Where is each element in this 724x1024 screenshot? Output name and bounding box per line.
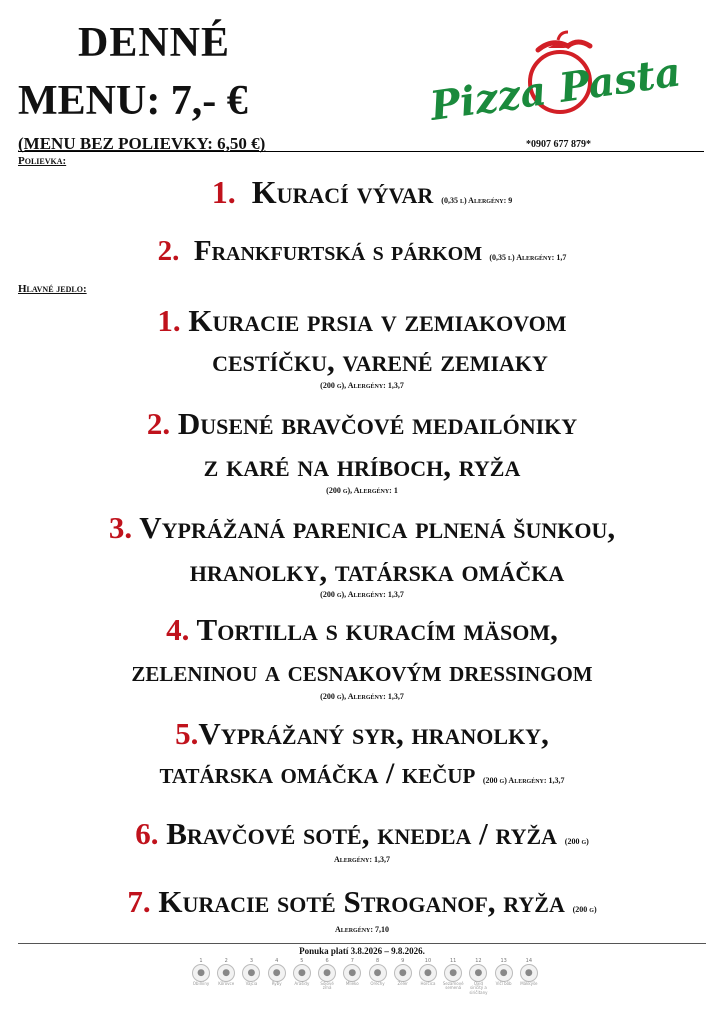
wheat-icon: ●: [192, 964, 210, 982]
offer-validity: Ponuka platí 3.8.2026 – 9.8.2026.: [299, 946, 425, 956]
allergen-caption: Alergény: 1,3,7: [333, 855, 391, 864]
allergen-item: [190, 958, 212, 998]
menu-price: MENU: 7,- €: [18, 78, 248, 124]
allergen-number: 5: [300, 958, 304, 964]
allergen-number: 8: [375, 958, 380, 964]
footer-divider: [18, 943, 706, 944]
allergen-caption: (200 g), Alergény: 1,3,7: [320, 381, 404, 390]
main-section-heading: Hlavné jedlo:: [18, 283, 87, 295]
allergen-number: 10: [424, 958, 432, 964]
allergen-caption: Alergény: 7,10: [334, 925, 390, 934]
allergen-item: [417, 958, 439, 998]
allergen-caption: (200 g), Alergény: 1,3,7: [320, 692, 404, 701]
celery-icon: ●: [394, 964, 412, 982]
main-item-line: cestíčku, varené zemiaky: [212, 343, 548, 378]
allergen-caption: (200 g), Alergény: 1,3,7: [320, 590, 404, 599]
allergen-number: 14: [525, 958, 533, 964]
main-item-line: 7. Kuracie soté Stroganof, ryža (200 g): [127, 884, 597, 919]
svg-text:Pizza Pasta: Pizza Pasta: [427, 48, 684, 120]
main-item-line: 5.Vyprážaný syr, hranolky,: [175, 716, 549, 751]
allergen-number: 13: [500, 958, 507, 964]
phone-number: *0907 677 879*: [526, 139, 591, 150]
lupin-icon: ●: [495, 964, 513, 982]
main-item-line: zeleninou a cesnakovým dressingom: [131, 655, 593, 688]
main-item-line: z karé na hríboch, ryža: [203, 448, 521, 483]
allergen-legend: [190, 958, 540, 998]
mustard-icon: ●: [419, 964, 437, 982]
allergen-item: [341, 958, 363, 998]
allergen-label: Vlčí bôb: [495, 981, 512, 986]
allergen-item: [442, 958, 464, 998]
allergen-number: 7: [350, 958, 354, 964]
allergen-number: 6: [325, 958, 329, 964]
main-item-line: hranolky, tatárska omáčka: [189, 553, 565, 588]
allergen-label: Obilniny: [192, 981, 210, 986]
allergen-number: 4: [275, 958, 279, 964]
allergen-item: [291, 958, 313, 998]
menu-title: DENNÉ: [78, 20, 231, 66]
allergen-label: Mäkkýše: [520, 981, 538, 986]
allergen-item: [266, 958, 288, 998]
soup-section-heading: Polievka:: [18, 155, 67, 167]
allergen-label: Mlieko: [345, 981, 359, 986]
allergen-item: [467, 958, 489, 998]
pizza-pasta-logo: [420, 30, 700, 120]
peanut-icon: ●: [293, 964, 311, 982]
mollusc-icon: ●: [520, 964, 538, 982]
allergen-item: [240, 958, 262, 998]
allergen-number: 2: [224, 958, 228, 964]
allergen-label: Horčica: [420, 981, 436, 986]
main-item-line: 2. Dusené bravčové medailóniky: [146, 406, 578, 441]
main-item-line: 6. Bravčové soté, knedľa / ryža (200 g): [135, 816, 589, 851]
allergen-number: 3: [249, 958, 254, 964]
soup-item: 2. Frankfurtská s párkom (0,35 l) Alergény: 1,7: [157, 235, 567, 267]
allergen-item: [518, 958, 540, 998]
allergen-number: 11: [450, 958, 457, 964]
allergen-number: 1: [199, 958, 203, 964]
allergen-label: Oxid siričitý a siričitany: [469, 981, 488, 995]
fish-icon: ●: [268, 964, 286, 982]
egg-icon: ●: [242, 964, 260, 982]
allergen-label: Vajcia: [245, 981, 258, 986]
sulphite-icon: ●: [469, 964, 487, 982]
sesame-icon: ●: [444, 964, 462, 982]
allergen-label: Sezamové semená: [442, 981, 464, 991]
allergen-item: [392, 958, 414, 998]
allergen-number: 12: [475, 958, 482, 964]
allergen-label: Arašidy: [294, 981, 310, 986]
allergen-item: [316, 958, 338, 998]
shrimp-icon: ●: [217, 964, 235, 982]
main-item-line: tatárska omáčka / kečup (200 g) Alergény: 1,3,7: [159, 757, 565, 790]
allergen-label: Sójové zrná: [320, 981, 334, 991]
allergen-label: Zeler: [397, 981, 408, 986]
menu-without-soup-price: (MENU BEZ POLIEVKY: 6,50 €): [18, 134, 266, 153]
main-item-line: 4. Tortilla s kuracím mäsom,: [166, 612, 558, 647]
allergen-label: Ryby: [271, 981, 282, 986]
allergen-item: [367, 958, 389, 998]
allergen-label: Kôrovce: [218, 981, 235, 986]
allergen-number: 9: [401, 958, 405, 964]
milk-icon: ●: [343, 964, 361, 982]
main-item-line: 3. Vyprážaná parenica plnená šunkou,: [108, 510, 616, 545]
nut-icon: ●: [369, 964, 387, 982]
header-divider: [18, 151, 704, 152]
allergen-item: [493, 958, 515, 998]
allergen-item: [215, 958, 237, 998]
main-item-line: 1. Kuracie prsia v zemiakovom: [157, 303, 567, 338]
soy-icon: ●: [318, 964, 336, 982]
soup-item: 1. Kurací vývar (0,35 l) Alergény: 9: [211, 174, 513, 210]
allergen-caption: (200 g), Alergény: 1: [326, 486, 398, 495]
allergen-label: Orechy: [370, 981, 385, 986]
